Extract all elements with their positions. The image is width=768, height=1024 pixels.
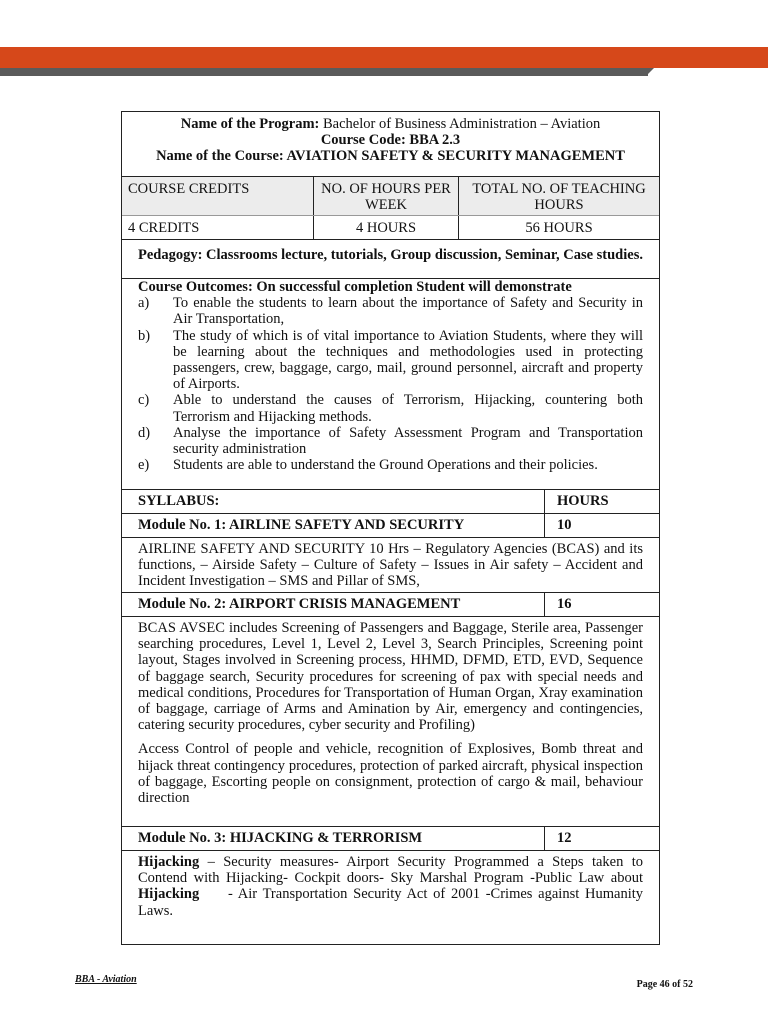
module-2-row <box>122 593 659 617</box>
footer-page-number: Page 46 of 52 <box>636 979 693 990</box>
syllabus-label: SYLLABUS: <box>122 490 545 513</box>
outcome-text: Able to understand the causes of Terrorism, Hijacking, countering both Terrorism and Hijacking methods. <box>173 392 643 425</box>
footer-program: BBA - Aviation <box>75 974 137 985</box>
module-3-hours: 12 <box>557 830 572 846</box>
outcome-item <box>138 328 643 393</box>
pedagogy: Pedagogy: Classrooms lecture, tutorials, Group discussion, Seminar, Case studies. <box>122 240 659 279</box>
program-header <box>122 112 659 177</box>
outcome-item <box>138 392 643 424</box>
module-1-content <box>122 538 659 593</box>
teaching-hours-value-cell: 56 HOURS <box>525 220 593 236</box>
course-name-line: Name of the Course: AVIATION SAFETY & SECURITY MANAGEMENT <box>156 148 625 164</box>
hours-per-week-header-cell: NO. OF HOURS PER WEEK <box>314 177 459 215</box>
syllabus-header-row <box>122 490 659 514</box>
outcome-text: The study of which is of vital importance to Aviation Students, where they will be learning about the techniques and methodologies used in protecting passengers, crew, baggage, cargo, mail, ground personnel, aircraft and property of Airports. <box>173 327 643 393</box>
module-2-title: Module No. 2: AIRPORT CRISIS MANAGEMENT <box>122 593 545 616</box>
outcome-marker: d) <box>138 424 151 441</box>
course-outcomes <box>122 279 659 490</box>
module-2-content <box>122 617 659 827</box>
credits-value-cell: 4 CREDITS <box>122 216 314 240</box>
credits-table <box>122 177 659 240</box>
hijacking-term: Hijacking <box>138 886 200 903</box>
outcome-text: Students are able to understand the Ground Operations and their policies. <box>173 457 598 474</box>
credits-value-row <box>122 216 659 240</box>
syllabus-document <box>121 111 660 945</box>
module-2-paragraph-1: BCAS AVSEC includes Screening of Passengers and Baggage, Sterile area, Passenger searching procedures, Level 1, Level 2, Level 3, Search Principles, Screening point layout, Stages involved in Screening process, HHMD, DFMD, ETD, EVD, Sequence of baggage search, Security procedures for screening of pax with special needs and medical conditions, Procedures for Transportation of Human Organ, Xray examination of baggage, carriage of Arms and Amination by Air, emergency and contingencies, catering security procedures, cyber security and Profiling) <box>138 620 643 734</box>
outcome-text: To enable the students to learn about the importance of Safety and Security in Air Transportation, <box>173 295 643 328</box>
module-3-text-2: - Air Transportation Security Act of 2001 -Crimes against Humanity Laws. <box>138 886 647 919</box>
program-line: Name of the Program: Bachelor of Business Administration – Aviation <box>180 116 601 132</box>
module-2-hours: 16 <box>557 596 572 612</box>
header-band-tip <box>646 68 654 76</box>
module-3-text-1: – Security measures- Airport Security Programmed a Steps taken to Contend with Hijacking- Cockpit doors- Sky Marshal Program -Public Law about <box>138 854 647 887</box>
header-band-orange <box>0 47 768 68</box>
outcome-item <box>138 295 643 327</box>
outcome-marker: a) <box>138 295 150 312</box>
module-3-content <box>122 851 659 919</box>
module-1-row <box>122 514 659 538</box>
outcomes-title: Course Outcomes: On successful completion Student will demonstrate <box>138 279 572 295</box>
outcome-item <box>138 425 643 457</box>
outcome-item <box>138 457 643 473</box>
hijacking-term: Hijacking <box>138 854 200 870</box>
module-3-row <box>122 827 659 851</box>
header-band-gray <box>0 68 648 76</box>
hours-per-week-value-cell: 4 HOURS <box>314 216 459 240</box>
outcome-marker: b) <box>138 327 151 344</box>
hours-label: HOURS <box>557 493 609 509</box>
credits-header-row <box>122 177 659 216</box>
credits-header-cell: COURSE CREDITS <box>122 177 314 215</box>
outcome-text: Analyse the importance of Safety Assessment Program and Transportation security administration <box>173 424 643 458</box>
outcome-marker: c) <box>138 392 150 409</box>
outcome-marker: e) <box>138 457 150 474</box>
module-2-paragraph-2: Access Control of people and vehicle, recognition of Explosives, Bomb threat and hijack threat contingency procedures, protection of parked aircraft, physical inspection of baggage, Escorting people on consignment, protection of cargo & mail, behaviour direction <box>138 741 643 807</box>
module-1-title: Module No. 1: AIRLINE SAFETY AND SECURITY <box>122 514 545 537</box>
module-1-hours: 10 <box>557 517 572 533</box>
course-code: Course Code: BBA 2.3 <box>320 132 461 148</box>
module-3-title: Module No. 3: HIJACKING & TERRORISM <box>122 827 545 850</box>
module-1-paragraph: AIRLINE SAFETY AND SECURITY 10 Hrs – Regulatory Agencies (BCAS) and its functions, – Airside Safety – Culture of Safety – Issues in Air safety – Accident and Incident Investigation – SMS and Pillar of SMS, <box>138 541 643 590</box>
teaching-hours-header-cell: TOTAL NO. OF TEACHING HOURS <box>472 181 646 213</box>
